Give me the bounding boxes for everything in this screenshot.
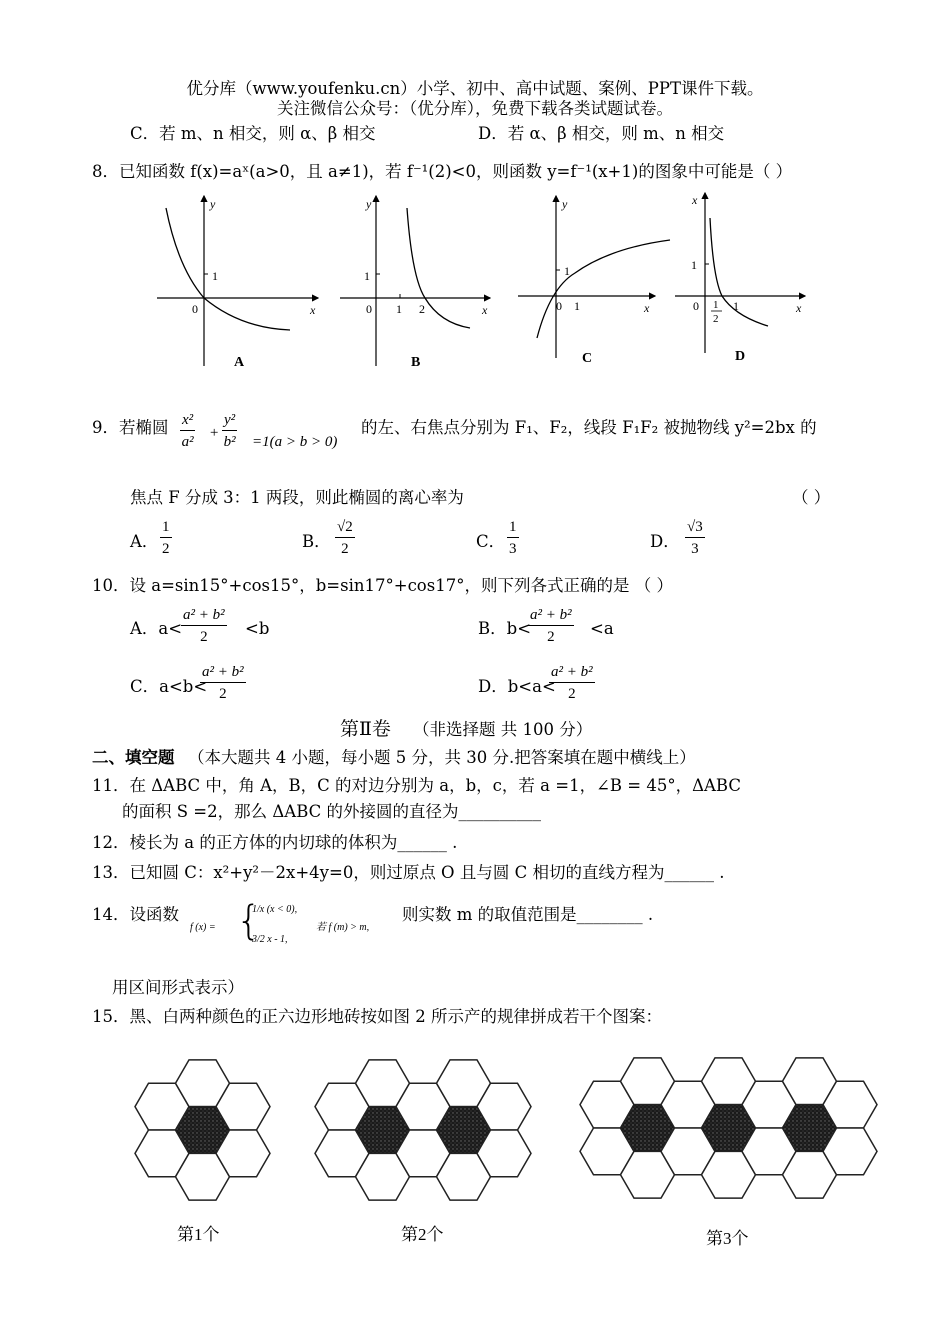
part2-title: 第Ⅱ卷 xyxy=(340,718,391,740)
graph-b-x-label: x xyxy=(482,303,488,317)
q14-suffix: 则实数 m 的取值范围是________ . xyxy=(402,905,654,924)
q9-stem-line2: 焦点 F 分成 3：1 两段，则此椭圆的离心率为 xyxy=(130,488,464,507)
q13: 13．已知圆 C：x²+y²－2x+4y=0，则过原点 O 且与圆 C 相切的直线方程为______ . xyxy=(92,863,725,882)
section2-heading: 二、填空题 xyxy=(92,748,175,767)
q9-option-d-frac: $\frac{√3}{3}$ xyxy=(687,519,703,557)
q8-stem: 8．已知函数 f(x)=aˣ(a>0，且 a≠1)，若 f⁻¹(2)<0，则函数 y=f⁻¹(x+1)的图象中可能是（ ） xyxy=(92,162,793,181)
q9-frac-x: $\frac{\text{x²}}{\text{a²}}$ xyxy=(181,412,194,450)
q10-option-b-pre: B．b< xyxy=(478,619,532,638)
graph-c-y-label: y xyxy=(562,197,568,211)
q9-option-c-frac: $\frac{1}{3}$ xyxy=(509,519,517,557)
q10-option-a-pre: A．a< xyxy=(130,619,183,638)
q9-stem-tail: 的左、右焦点分别为 F₁、F₂，线段 F₁F₂ 被抛物线 y²=2bx 的 xyxy=(361,418,817,437)
graph-d-x-1: 1 xyxy=(733,299,739,313)
q11-line-1: 11．在 ΔABC 中，角 A，B，C 的对边分别为 a，b，c，若 a =1，∠B = 45°，ΔABC xyxy=(92,776,741,795)
graph-c-origin: 0 xyxy=(556,299,562,313)
graph-d-label: D xyxy=(735,349,746,364)
graph-a-origin: 0 xyxy=(192,302,198,316)
graph-a-x-label: x xyxy=(310,303,316,317)
graph-c-x-label: x xyxy=(644,301,650,315)
q9-answer-paren: （ ） xyxy=(792,488,831,507)
q14-fx: f (x) = xyxy=(190,922,216,933)
part2-subtitle: （非选择题 共 100 分） xyxy=(413,720,593,739)
q8-graphs xyxy=(0,188,950,373)
graph-a-y-label: y xyxy=(210,197,216,211)
q9-number: 9．若椭圆 xyxy=(92,418,169,437)
pattern-1-label: 第1个 xyxy=(177,1225,220,1244)
q10-option-a-post: <b xyxy=(245,619,270,638)
q10-option-c-pre: C．a<b< xyxy=(130,677,208,696)
q10-stem: 10．设 a=sin15°+cos15°，b=sin17°+cos17°，则下列各式正确的是 （ ） xyxy=(92,576,673,595)
q14-line-2: 用区间形式表示） xyxy=(112,978,244,997)
graph-b-tick-1: 1 xyxy=(364,269,370,283)
q14-case-2: 3/2 x - 1, xyxy=(252,934,288,945)
q9-option-d-label: D． xyxy=(650,532,680,551)
graph-c-label: C xyxy=(582,351,593,366)
graph-d-origin: 0 xyxy=(693,299,699,313)
graph-b-x-1: 1 xyxy=(396,302,402,316)
q14-prefix: 14．设函数 xyxy=(92,905,179,924)
hexagon-tiles xyxy=(135,1058,877,1200)
header-line-1: 优分库（www.youfenku.cn）小学、初中、高中试题、案例、PPT课件下载。 xyxy=(186,79,764,98)
graph-d xyxy=(675,193,805,364)
q9-option-b-label: B． xyxy=(302,532,331,551)
graph-b-origin: 0 xyxy=(366,302,372,316)
q14-condition: 若 f (m) > m, xyxy=(316,922,370,933)
q10-option-b-frac: $\frac{\text{a² + b²}}{2}$ xyxy=(530,607,572,645)
graph-d-x-label: x xyxy=(796,301,802,315)
graph-c xyxy=(518,196,670,366)
q9-option-b-frac: $\frac{√2}{2}$ xyxy=(337,519,353,557)
q9-option-a-frac: $\frac{1}{2}$ xyxy=(162,519,170,557)
q12: 12．棱长为 a 的正方体的内切球的体积为______ . xyxy=(92,833,458,852)
hexagon-patterns xyxy=(0,1040,950,1270)
q10-option-d-frac: $\frac{\text{a² + b²}}{2}$ xyxy=(551,664,593,702)
q14-case-1: 1/x (x < 0), xyxy=(252,904,298,915)
graph-d-half-den: 2 xyxy=(713,313,719,325)
graph-b-x-2: 2 xyxy=(419,302,425,316)
graph-d-tick-1: 1 xyxy=(691,258,697,272)
pattern-3-label: 第3个 xyxy=(706,1229,749,1248)
graph-a-tick-1: 1 xyxy=(212,269,218,283)
q9-plus: + xyxy=(209,425,220,441)
pattern-2-label: 第2个 xyxy=(401,1225,444,1244)
section2-description: （本大题共 4 小题，每小题 5 分，共 30 分.把答案填在题中横线上） xyxy=(188,748,696,767)
graph-b-y-label: y xyxy=(366,197,372,211)
q10-option-b-post: <a xyxy=(590,619,614,638)
q7-option-d: D．若 α、β 相交，则 m、n 相交 xyxy=(478,124,725,143)
q10-option-a-frac: $\frac{\text{a² + b²}}{2}$ xyxy=(183,607,225,645)
header-line-2: 关注微信公众号：（优分库），免费下载各类试题试卷。 xyxy=(277,99,673,118)
q10-option-d-pre: D．b<a< xyxy=(478,677,556,696)
graph-a-label: A xyxy=(234,355,245,370)
q11-line-2: 的面积 S =2，那么 ΔABC 的外接圆的直径为__________ xyxy=(122,802,541,821)
graph-d-half-num: 1 xyxy=(713,299,719,311)
q15-stem: 15．黑、白两种颜色的正六边形地砖按如图 2 所示产的规律拼成若干个图案： xyxy=(92,1007,662,1026)
graph-a xyxy=(157,196,318,370)
q9-rhs: =1(a > b > 0) xyxy=(252,434,338,450)
q9-option-c-label: C． xyxy=(476,532,506,551)
graph-b xyxy=(340,196,490,370)
q9-frac-y: $\frac{\text{y²}}{\text{b²}}$ xyxy=(223,412,236,450)
graph-b-label: B xyxy=(411,355,421,370)
q10-option-c-frac: $\frac{\text{a² + b²}}{2}$ xyxy=(202,664,244,702)
q7-option-c: C．若 m、n 相交，则 α、β 相交 xyxy=(130,124,376,143)
q9-option-a-label: A． xyxy=(130,532,159,551)
graph-d-y-label: x xyxy=(692,193,698,207)
graph-c-x-1: 1 xyxy=(574,299,580,313)
graph-c-tick-1: 1 xyxy=(564,264,570,278)
q14-brace: { xyxy=(236,898,262,944)
